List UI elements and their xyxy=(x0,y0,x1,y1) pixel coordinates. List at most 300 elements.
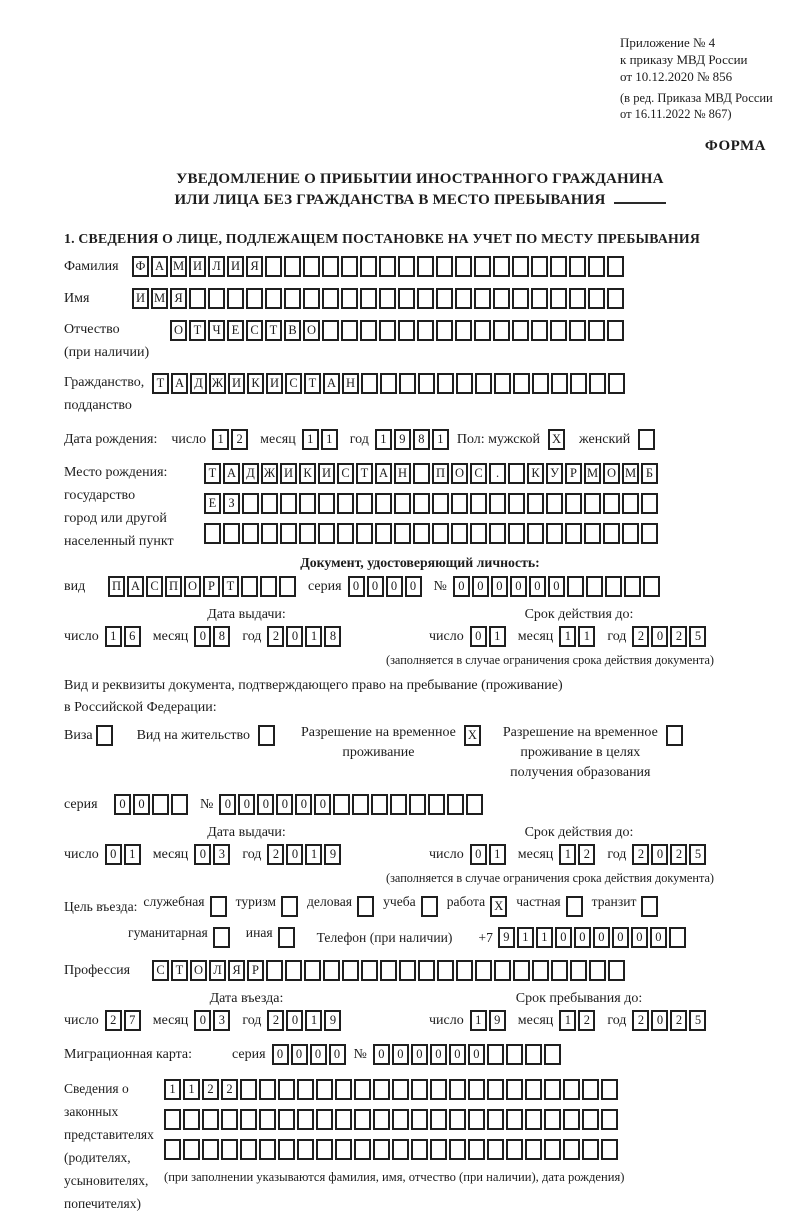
form-cell: 0 xyxy=(367,576,384,597)
form-cell xyxy=(525,1109,542,1130)
form-cell: 0 xyxy=(468,1044,485,1065)
form-cell: 0 xyxy=(411,1044,428,1065)
form-cell xyxy=(532,373,549,394)
form-cell: 1 xyxy=(212,429,229,450)
form-cell: С xyxy=(146,576,163,597)
form-cell: 0 xyxy=(286,1010,303,1031)
form-cell: 9 xyxy=(489,1010,506,1031)
form-cell xyxy=(605,576,622,597)
sex-male-checkbox: X xyxy=(548,429,565,450)
form-cell: 9 xyxy=(394,429,411,450)
purpose-study-checkbox xyxy=(421,896,438,917)
annex-line: к приказу МВД России xyxy=(620,52,748,67)
form-cell: Я xyxy=(228,960,245,981)
residence-permit-label: Вид на жительство xyxy=(136,728,250,743)
form-cell xyxy=(489,493,506,514)
form-cell: 0 xyxy=(472,576,489,597)
entry-month-cells xyxy=(194,1008,232,1033)
form-cell xyxy=(494,373,511,394)
form-cell: . xyxy=(489,463,506,484)
birth-month-cells xyxy=(302,427,340,450)
form-cell xyxy=(475,373,492,394)
issue-month-cells xyxy=(194,624,232,649)
form-cell: О xyxy=(451,463,468,484)
profession-row xyxy=(64,958,776,983)
form-cell xyxy=(570,960,587,981)
representatives-cells xyxy=(164,1077,624,1215)
purpose-option-work: работа X xyxy=(447,894,510,917)
form-cell: П xyxy=(108,576,125,597)
form-cell: 0 xyxy=(295,794,312,815)
form-cell xyxy=(392,1109,409,1130)
purpose-option-tourism: туризм xyxy=(236,894,300,917)
form-cell: С xyxy=(337,463,354,484)
form-cell xyxy=(550,320,567,341)
form-cell: 0 xyxy=(430,1044,447,1065)
form-cell xyxy=(392,1079,409,1100)
form-cell xyxy=(171,794,188,815)
form-cell xyxy=(512,288,529,309)
form-cell: 0 xyxy=(238,794,255,815)
form-cell xyxy=(304,960,321,981)
stay-month-cells xyxy=(559,1008,597,1033)
form-cell xyxy=(582,1079,599,1100)
visit-purpose-row2 xyxy=(64,925,776,950)
form-cell xyxy=(437,373,454,394)
residence-doc-type-row xyxy=(64,723,776,783)
form-cell xyxy=(622,493,639,514)
form-cell: 2 xyxy=(267,1010,284,1031)
form-cell: Б xyxy=(641,463,658,484)
form-cell xyxy=(563,1139,580,1160)
form-cell xyxy=(449,1079,466,1100)
form-cell: Т xyxy=(204,463,221,484)
form-cell xyxy=(455,256,472,277)
form-cell xyxy=(569,288,586,309)
form-cell: 0 xyxy=(612,927,629,948)
form-cell: Ч xyxy=(208,320,225,341)
form-cell xyxy=(259,1109,276,1130)
form-cell xyxy=(240,1109,257,1130)
form-cell: 0 xyxy=(329,1044,346,1065)
purpose-option-private: частная xyxy=(516,894,584,917)
form-cell xyxy=(261,523,278,544)
form-cell: 1 xyxy=(164,1079,181,1100)
stay-until-date: число 1 9 месяц 1 2 год 2 0 2 5 xyxy=(429,1008,708,1033)
form-cell xyxy=(417,288,434,309)
form-cell: 1 xyxy=(489,626,506,647)
form-cell: 0 xyxy=(548,576,565,597)
form-cell: О xyxy=(184,576,201,597)
form-cell xyxy=(399,960,416,981)
form-cell xyxy=(430,1109,447,1130)
stay-day-cells xyxy=(470,1008,508,1033)
citizenship-cells xyxy=(152,371,627,394)
form-cell: Т xyxy=(189,320,206,341)
form-cell: 0 xyxy=(491,576,508,597)
form-cell xyxy=(550,256,567,277)
annex-line: Приложение № 4 xyxy=(620,35,716,50)
form-cell: Т xyxy=(265,320,282,341)
form-cell xyxy=(259,1079,276,1100)
form-cell xyxy=(582,1139,599,1160)
form-cell: 2 xyxy=(670,626,687,647)
name-cells xyxy=(132,286,626,309)
form-cell: 0 xyxy=(219,794,236,815)
form-cell xyxy=(303,256,320,277)
form-cell: 0 xyxy=(510,576,527,597)
form-cell xyxy=(371,794,388,815)
form-cell: 2 xyxy=(105,1010,122,1031)
form-cell xyxy=(322,288,339,309)
form-cell: С xyxy=(152,960,169,981)
form-cell: 0 xyxy=(272,1044,289,1065)
form-cell: Л xyxy=(209,960,226,981)
form-cell xyxy=(265,288,282,309)
form-cell: Ж xyxy=(209,373,226,394)
form-cell xyxy=(487,1109,504,1130)
form-cell: 2 xyxy=(267,844,284,865)
form-cell xyxy=(360,256,377,277)
form-cell xyxy=(607,256,624,277)
form-cell xyxy=(506,1079,523,1100)
form-cell xyxy=(430,1079,447,1100)
issue-year-cells xyxy=(267,624,343,649)
form-cell: И xyxy=(228,373,245,394)
form-cell xyxy=(432,523,449,544)
form-cell xyxy=(322,320,339,341)
title-blank xyxy=(614,191,666,204)
form-cell xyxy=(356,523,373,544)
form-cell: И xyxy=(189,256,206,277)
form-cell: А xyxy=(127,576,144,597)
form-cell xyxy=(451,493,468,514)
rvp-label: Разрешение на временное проживание xyxy=(300,725,456,760)
birth-date-row xyxy=(64,427,776,452)
form-cell: Д xyxy=(242,463,259,484)
forma-label: ФОРМА xyxy=(704,138,766,154)
form-cell xyxy=(413,493,430,514)
form-cell xyxy=(494,960,511,981)
form-cell xyxy=(418,960,435,981)
edition-line: от 16.11.2022 № 867) xyxy=(620,107,732,121)
form-cell: Л xyxy=(208,256,225,277)
form-cell: 1 xyxy=(470,1010,487,1031)
identity-doc-valid-date: число 0 1 месяц 1 1 год 2 0 2 5 xyxy=(429,624,708,649)
form-cell: Т xyxy=(304,373,321,394)
form-cell: 0 xyxy=(651,1010,668,1031)
form-cell: О xyxy=(303,320,320,341)
form-cell xyxy=(418,373,435,394)
form-cell xyxy=(532,960,549,981)
form-cell: Р xyxy=(565,463,582,484)
form-cell xyxy=(394,523,411,544)
form-cell xyxy=(240,1139,257,1160)
form-cell xyxy=(323,960,340,981)
form-cell xyxy=(398,320,415,341)
sex-female-label: женский xyxy=(579,432,631,447)
form-cell: 5 xyxy=(689,626,706,647)
form-cell xyxy=(261,493,278,514)
form-cell: 1 xyxy=(305,844,322,865)
form-cell: Я xyxy=(246,256,263,277)
form-cell xyxy=(551,373,568,394)
form-cell: 0 xyxy=(386,576,403,597)
form-cell xyxy=(356,493,373,514)
form-cell xyxy=(487,1079,504,1100)
validity-note: (заполняется в случае ограничения срока действия документа) xyxy=(385,653,715,667)
form-cell xyxy=(398,256,415,277)
residence-permit-checkbox xyxy=(258,725,275,746)
rvp-valid-month-cells xyxy=(559,842,597,867)
form-cell xyxy=(318,523,335,544)
form-cell xyxy=(565,493,582,514)
form-cell xyxy=(601,1079,618,1100)
form-cell: Т xyxy=(356,463,373,484)
form-cell: 0 xyxy=(114,794,131,815)
identity-doc-dates xyxy=(64,624,776,649)
form-cell: 2 xyxy=(632,844,649,865)
form-cell xyxy=(399,373,416,394)
doc-series-label: серия xyxy=(308,579,342,594)
year-label: год xyxy=(349,432,369,447)
form-cell: Н xyxy=(342,373,359,394)
purpose-label: Цель въезда: xyxy=(64,899,138,914)
form-cell xyxy=(411,1139,428,1160)
form-cell: 2 xyxy=(578,844,595,865)
form-cell xyxy=(316,1109,333,1130)
form-cell: 0 xyxy=(257,794,274,815)
form-cell: 3 xyxy=(213,1010,230,1031)
form-cell xyxy=(278,1109,295,1130)
rvp-series-cells xyxy=(114,792,190,815)
migration-number-cells xyxy=(373,1042,563,1065)
representatives-row1 xyxy=(164,1077,624,1100)
form-cell: 6 xyxy=(124,626,141,647)
rvp-issue-year-cells xyxy=(267,842,343,867)
form-cell xyxy=(487,1139,504,1160)
residence-doc-dates-header xyxy=(64,825,776,841)
form-cell xyxy=(183,1139,200,1160)
entry-dates xyxy=(64,1008,776,1033)
form-cell xyxy=(582,1109,599,1130)
form-cell xyxy=(531,256,548,277)
purpose-option-humanitarian: гуманитарная xyxy=(128,925,232,948)
form-cell xyxy=(208,288,225,309)
section1-heading: 1. СВЕДЕНИЯ О ЛИЦЕ, ПОДЛЕЖАЩЕМ ПОСТАНОВКЕ НА УЧЕТ ПО МЕСТУ ПРЕБЫВАНИЯ xyxy=(64,231,701,246)
form-cell: Ф xyxy=(132,256,149,277)
form-cell xyxy=(318,493,335,514)
form-cell xyxy=(569,256,586,277)
form-cell: Р xyxy=(247,960,264,981)
doc-number-cells xyxy=(453,574,662,597)
form-cell xyxy=(447,794,464,815)
purpose-option-study: учеба xyxy=(383,894,440,917)
form-cell xyxy=(297,1139,314,1160)
birth-day-cells xyxy=(212,427,250,450)
rvp-valid-day-cells xyxy=(470,842,508,867)
form-cell: 0 xyxy=(194,844,211,865)
form-cell xyxy=(436,288,453,309)
form-cell xyxy=(456,960,473,981)
rvp-option xyxy=(301,723,483,763)
stay-until-heading: Срок пребывания до: xyxy=(515,991,643,1006)
form-cell: А xyxy=(323,373,340,394)
form-cell xyxy=(588,256,605,277)
form-cell: 9 xyxy=(324,1010,341,1031)
phone-cells xyxy=(498,925,688,948)
residence-doc-dates xyxy=(64,842,776,867)
form-cell xyxy=(394,493,411,514)
representatives-label: Сведения о законных представителях (родителях, усыновителях, попечителях) xyxy=(64,1081,154,1211)
form-cell: С xyxy=(246,320,263,341)
form-cell xyxy=(242,493,259,514)
form-cell xyxy=(316,1139,333,1160)
form-cell xyxy=(297,1079,314,1100)
phone-label: Телефон (при наличии) xyxy=(316,930,453,945)
form-cell: 0 xyxy=(470,844,487,865)
form-cell xyxy=(411,1109,428,1130)
valid-year-cells xyxy=(632,624,708,649)
form-cell xyxy=(525,1139,542,1160)
form-cell xyxy=(570,373,587,394)
form-cell: 0 xyxy=(593,927,610,948)
form-cell xyxy=(669,927,686,948)
form-cell: А xyxy=(151,256,168,277)
form-cell xyxy=(227,288,244,309)
form-cell: К xyxy=(247,373,264,394)
form-cell xyxy=(586,576,603,597)
doc-kind-cells xyxy=(108,574,298,597)
form-cell xyxy=(468,1109,485,1130)
form-cell: 1 xyxy=(124,844,141,865)
form-cell xyxy=(584,523,601,544)
form-cell xyxy=(221,1109,238,1130)
day-label: число xyxy=(171,432,207,447)
edition-reference xyxy=(620,90,776,122)
form-cell: 0 xyxy=(286,626,303,647)
form-cell: 1 xyxy=(432,429,449,450)
issue-day-cells xyxy=(105,624,143,649)
form-cell xyxy=(603,523,620,544)
form-cell: Н xyxy=(394,463,411,484)
form-cell: 0 xyxy=(291,1044,308,1065)
form-cell xyxy=(360,288,377,309)
rvp-education-option xyxy=(503,723,685,783)
rvp-issue-day-cells xyxy=(105,842,143,867)
rvp-number-cells xyxy=(219,792,485,815)
rvp-valid-year-cells xyxy=(632,842,708,867)
form-cell: И xyxy=(227,256,244,277)
form-cell: И xyxy=(266,373,283,394)
migration-card-label: Миграционная карта: xyxy=(64,1047,193,1062)
form-cell xyxy=(354,1079,371,1100)
form-cell: 2 xyxy=(578,1010,595,1031)
form-cell xyxy=(470,523,487,544)
form-cell xyxy=(285,960,302,981)
form-cell xyxy=(183,1109,200,1130)
form-cell xyxy=(278,1139,295,1160)
form-cell xyxy=(569,320,586,341)
form-cell: 0 xyxy=(650,927,667,948)
visa-option xyxy=(64,723,115,748)
doc-kind-label: вид xyxy=(64,579,86,594)
residence-doc-series-row xyxy=(64,792,776,817)
form-cell xyxy=(278,1079,295,1100)
form-cell: 2 xyxy=(632,1010,649,1031)
form-cell: 7 xyxy=(124,1010,141,1031)
form-cell xyxy=(337,493,354,514)
form-cell: 8 xyxy=(413,429,430,450)
form-cell: Ж xyxy=(261,463,278,484)
birth-place-row3 xyxy=(204,521,660,544)
form-cell xyxy=(589,373,606,394)
form-cell: 1 xyxy=(321,429,338,450)
form-cell xyxy=(607,288,624,309)
entry-date: число 2 7 месяц 0 3 год 2 0 1 9 xyxy=(64,1008,429,1033)
residence-doc-text2: в Российской Федерации: xyxy=(64,700,217,715)
birth-place-row xyxy=(64,461,776,553)
patronymic-cells xyxy=(170,318,626,341)
form-cell xyxy=(284,256,301,277)
form-cell: 0 xyxy=(453,576,470,597)
purpose-option-transit: транзит xyxy=(592,894,661,917)
migration-series-label: серия xyxy=(232,1047,266,1062)
form-cell xyxy=(544,1139,561,1160)
form-cell xyxy=(506,1139,523,1160)
sex-male-label: Пол: мужской xyxy=(456,432,541,447)
stay-year-cells xyxy=(632,1008,708,1033)
form-cell xyxy=(417,256,434,277)
form-cell: К xyxy=(527,463,544,484)
form-cell xyxy=(284,288,301,309)
residence-permit-option xyxy=(137,723,277,748)
form-cell xyxy=(622,523,639,544)
form-cell xyxy=(164,1109,181,1130)
birth-date-label: Дата рождения: xyxy=(64,432,158,447)
form-cell xyxy=(380,373,397,394)
form-cell xyxy=(299,523,316,544)
form-cell xyxy=(451,523,468,544)
form-cell xyxy=(260,576,277,597)
form-cell xyxy=(643,576,660,597)
form-cell xyxy=(342,960,359,981)
form-cell xyxy=(341,320,358,341)
form-cell: 0 xyxy=(314,794,331,815)
purpose-tourism-checkbox xyxy=(281,896,298,917)
form-cell xyxy=(417,320,434,341)
form-cell xyxy=(265,256,282,277)
form-cell: 1 xyxy=(559,844,576,865)
identity-doc-issue-date: число 1 6 месяц 0 8 год 2 0 1 8 xyxy=(64,624,429,649)
form-cell xyxy=(508,493,525,514)
form-cell xyxy=(544,1109,561,1130)
form-cell xyxy=(512,256,529,277)
phone-prefix: +7 xyxy=(478,930,493,945)
surname-label: Фамилия xyxy=(64,259,119,274)
form-cell: Д xyxy=(190,373,207,394)
form-cell xyxy=(531,288,548,309)
sex-female-checkbox xyxy=(638,429,655,450)
form-cell: П xyxy=(432,463,449,484)
form-cell: 5 xyxy=(689,1010,706,1031)
form-cell: Т xyxy=(222,576,239,597)
residence-doc-text1: Вид и реквизиты документа, подтверждающего право на пребывание (проживание) xyxy=(64,678,563,693)
form-cell xyxy=(152,794,169,815)
form-cell xyxy=(390,794,407,815)
form-cell xyxy=(565,523,582,544)
citizenship-row xyxy=(64,371,776,417)
